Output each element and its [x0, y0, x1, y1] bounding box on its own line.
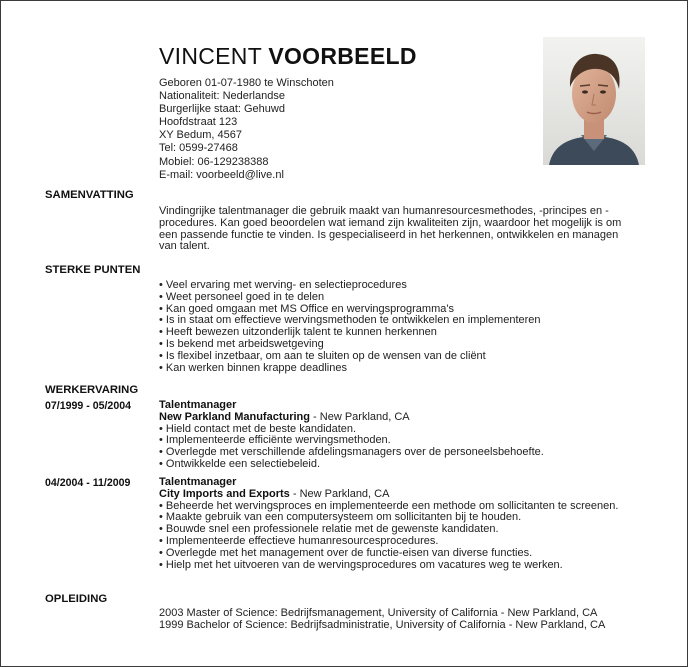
mobile: Mobiel: 06-129238388 [159, 155, 269, 168]
job-2-duties [159, 501, 639, 572]
list-item: • Maakte gebruik van een computersysteem om sollicitanten bij te houden. [159, 512, 639, 524]
last-name: VOORBEELD [268, 43, 417, 69]
nationality: Nationaliteit: Nederlandse [159, 90, 285, 103]
education-list [159, 608, 639, 632]
list-item: • Heeft bewezen uitzonderlijk talent te kunnen herkennen [159, 327, 639, 339]
phone: Tel: 0599-27468 [159, 142, 238, 155]
list-item: • Is bekend met arbeidswetgeving [159, 339, 639, 351]
job-1-duties [159, 424, 639, 471]
list-item: • Kan werken binnen krappe deadlines [159, 363, 639, 375]
strengths-heading: STERKE PUNTEN [45, 264, 141, 276]
list-item: • Bouwde snel een professionele relatie met de gewenste kandidaten. [159, 524, 639, 536]
list-item: • Beheerde het wervingsproces en implementeerde een methode om sollicitanten te screenen. [159, 501, 639, 513]
email: E-mail: voorbeeld@live.nl [159, 168, 284, 181]
experience-heading: WERKERVARING [45, 384, 139, 396]
list-item: • Kan goed omgaan met MS Office en wervingsprogramma's [159, 304, 639, 316]
job-1 [159, 400, 639, 471]
job-2-dates: 04/2004 - 11/2009 [45, 477, 131, 489]
strengths-list [159, 280, 639, 374]
summary-heading: SAMENVATTING [45, 189, 134, 201]
job-2 [159, 477, 639, 571]
list-item: • Veel ervaring met werving- en selectieprocedures [159, 280, 639, 292]
list-item: • Is in staat om effectieve wervingsmethoden te ontwikkelen en implementeren [159, 315, 639, 327]
list-item: • Is flexibel inzetbaar, om aan te sluiten op de wensen van de cliënt [159, 351, 639, 363]
list-item: • Overlegde met het management over de functie-eisen van diverse functies. [159, 548, 639, 560]
birth-info: Geboren 01-07-1980 te Winschoten [159, 77, 334, 89]
list-item: • Ontwikkelde een selectiebeleid. [159, 459, 639, 471]
list-item: • Implementeerde effectieve humanresourcesprocedures. [159, 536, 639, 548]
summary-text: Vindingrijke talentmanager die gebruik maakt van humanresourcesmethodes, -principes en -procedures. Kan goed beoordelen wat iemand zijn kwaliteiten zijn, waardoor het mogelijk is om een passende functie te vinden. Is gespecialiseerd in het herkennen, ontwikkelen en managen van talent. [159, 205, 622, 253]
list-item: • Overlegde met verschillende afdelingsmanagers over de personeelsbehoefte. [159, 447, 639, 459]
first-name: VINCENT [159, 43, 262, 69]
job-1-company: New Parkland Manufacturing [159, 410, 310, 423]
list-item: • Implementeerde efficiënte wervingsmethoden. [159, 435, 639, 447]
candidate-name [159, 43, 417, 70]
contact-details [159, 77, 334, 182]
education-item: 2003 Master of Science: Bedrijfsmanagement, University of California - New Parkland, CA [159, 607, 598, 619]
job-2-company: City Imports and Exports [159, 487, 290, 500]
street-address: Hoofdstraat 123 [159, 116, 238, 129]
education-heading: OPLEIDING [45, 593, 108, 605]
job-2-title: Talentmanager [159, 476, 237, 488]
postal-city: XY Bedum, 4567 [159, 129, 242, 142]
list-item: • Hield contact met de beste kandidaten. [159, 424, 639, 436]
education-item: 1999 Bachelor of Science: Bedrijfsadministratie, University of California - New Parkland, CA [159, 618, 606, 631]
marital-status: Burgerlijke staat: Gehuwd [159, 103, 285, 116]
job-1-title: Talentmanager [159, 399, 237, 411]
job-1-location: - New Parkland, CA [309, 410, 410, 423]
job-2-location: - New Parkland, CA [289, 487, 390, 500]
job-1-dates: 07/1999 - 05/2004 [45, 400, 132, 412]
list-item: • Hielp met het uitvoeren van de wervingsprocedures om vacatures weg te werken. [159, 560, 639, 572]
profile-photo [543, 37, 645, 165]
list-item: • Weet personeel goed in te delen [159, 292, 639, 304]
